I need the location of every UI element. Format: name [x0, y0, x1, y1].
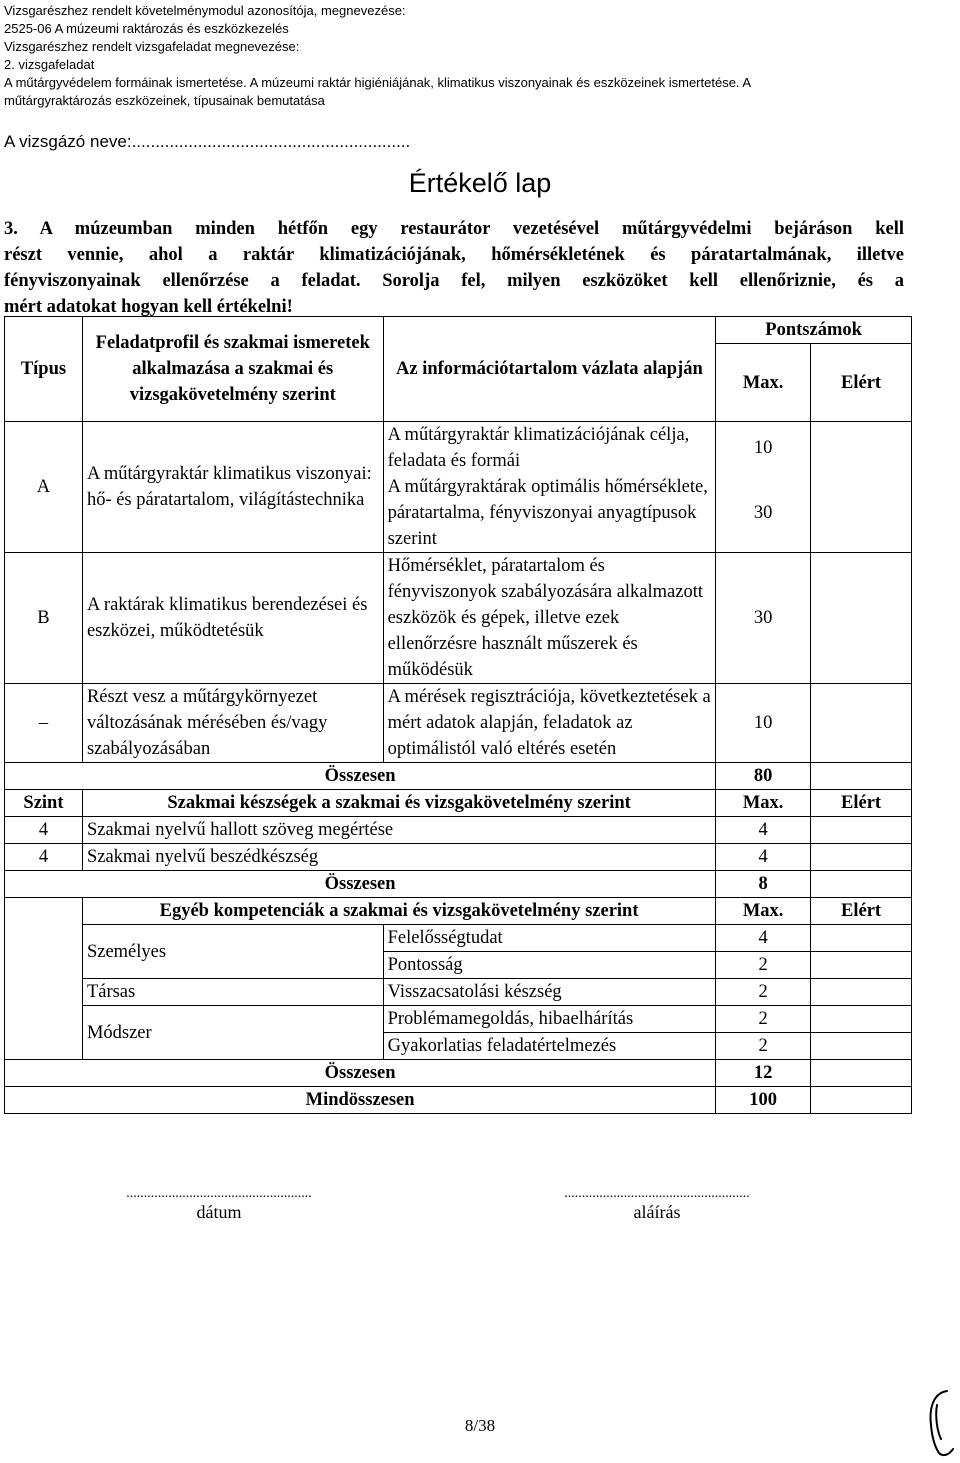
competency-max: 2 [716, 1033, 811, 1060]
skill-label: Szakmai nyelvű hallott szöveg megértése [82, 817, 715, 844]
achieved-cell[interactable] [811, 684, 912, 763]
max-header: Max. [716, 344, 811, 422]
achieved-cell[interactable] [811, 474, 912, 553]
type-header: Típus [5, 317, 83, 422]
skills-max-header: Max. [716, 790, 811, 817]
competency-max: 2 [716, 979, 811, 1006]
achieved-header: Elért [811, 344, 912, 422]
page-title: Értékelő lap [408, 168, 552, 198]
type-cell: – [5, 684, 83, 763]
header-line-4: 2. vizsgafeladat [4, 57, 95, 72]
type-cell: B [5, 553, 83, 684]
competencies-header: Egyéb kompetenciák a szakmai és vizsgakövetelmény szerint [82, 898, 715, 925]
competency-achieved-cell[interactable] [811, 925, 912, 952]
skills-header: Szakmai készségek a szakmai és vizsgakövetelmény szerint [82, 790, 715, 817]
competency-label: Felelősségtudat [383, 925, 716, 952]
level-cell: 4 [5, 817, 83, 844]
outline-cell: A mérések regisztrációja, következtetések a mért adatok alapján, feladatok az optimálistól való eltérés esetén [383, 684, 716, 763]
competency-row [5, 925, 912, 952]
signature-dots[interactable]: ..................................................... [564, 1186, 750, 1201]
achieved-cell[interactable] [811, 422, 912, 475]
points-header: Pontszámok [716, 317, 912, 344]
competency-max: 2 [716, 952, 811, 979]
document-header [4, 2, 954, 110]
competency-max: 4 [716, 925, 811, 952]
signature-block [524, 1186, 790, 1223]
outline-cell: A műtárgyraktárak optimális hőmérséklete, páratartalma, fényviszonyai anyagtípusok szerint [383, 474, 716, 553]
type-cell: A [5, 422, 83, 553]
competency-label: Problémamegoldás, hibaelhárítás [383, 1006, 716, 1033]
grand-total-label: Mindösszesen [5, 1087, 716, 1114]
competency-row [5, 1006, 912, 1033]
total-row [5, 871, 912, 898]
max-cell: 30 [716, 553, 811, 684]
empty-cell [5, 925, 83, 1060]
total-value: 8 [716, 871, 811, 898]
skills-header-row [5, 790, 912, 817]
skills-achieved-header: Elért [811, 790, 912, 817]
competency-achieved-cell[interactable] [811, 952, 912, 979]
task-description [4, 216, 904, 320]
competency-label: Pontosság [383, 952, 716, 979]
skill-achieved-cell[interactable] [811, 844, 912, 871]
date-dots[interactable]: ..................................................... [126, 1186, 312, 1201]
total-label: Összesen [5, 871, 716, 898]
max-cell: 10 [716, 684, 811, 763]
competencies-achieved-header: Elért [811, 898, 912, 925]
total-achieved-cell[interactable] [811, 871, 912, 898]
table-row [5, 684, 912, 763]
skills-row [5, 844, 912, 871]
grand-total-achieved-cell[interactable] [811, 1087, 912, 1114]
competency-label: Visszacsatolási készség [383, 979, 716, 1006]
total-row [5, 763, 912, 790]
skill-label: Szakmai nyelvű beszédkészség [82, 844, 715, 871]
total-label: Összesen [5, 763, 716, 790]
table-row [5, 422, 912, 475]
max-cell: 10 [716, 422, 811, 475]
task-line-1: 3. A múzeumban minden hétfőn egy restaurátor vezetésével műtárgyvédelmi bejáráson kell [4, 219, 904, 239]
table-header-row [5, 317, 912, 344]
empty-cell [5, 898, 83, 925]
header-line-2: 2525-06 A múzeumi raktározás és eszközkezelés [4, 21, 289, 36]
header-line-1: Vizsgarészhez rendelt követelménymodul azonosítója, megnevezése: [4, 3, 406, 18]
competencies-max-header: Max. [716, 898, 811, 925]
date-signature-block [86, 1186, 352, 1223]
competency-achieved-cell[interactable] [811, 979, 912, 1006]
total-achieved-cell[interactable] [811, 1060, 912, 1087]
competency-category: Módszer [82, 1006, 383, 1060]
level-cell: 4 [5, 844, 83, 871]
evaluation-table [4, 316, 912, 1114]
profile-header: Feladatprofil és szakmai ismeretek alkalmazása a szakmai és vizsgakövetelmény szerint [82, 317, 383, 422]
header-line-5: A műtárgyvédelem formáinak ismertetése. A múzeumi raktár higiéniájának, klimatikus viszonyainak és eszközeinek ismertetése. A műtárgyraktározás eszközeinek, típusainak bemutatása [4, 75, 751, 108]
competency-achieved-cell[interactable] [811, 1006, 912, 1033]
date-label: dátum [196, 1202, 242, 1222]
level-header: Szint [5, 790, 83, 817]
table-row [5, 553, 912, 684]
handwritten-initial-mark [925, 1385, 957, 1459]
total-achieved-cell[interactable] [811, 763, 912, 790]
grand-total-row [5, 1087, 912, 1114]
competencies-header-row [5, 898, 912, 925]
candidate-name-field: A vizsgázó neve:........................................................... [4, 132, 411, 151]
skill-max: 4 [716, 844, 811, 871]
total-label: Összesen [5, 1060, 716, 1087]
grand-total-value: 100 [716, 1087, 811, 1114]
header-line-3: Vizsgarészhez rendelt vizsgafeladat megnevezése: [4, 39, 300, 54]
competency-category: Társas [82, 979, 383, 1006]
skills-row [5, 817, 912, 844]
skill-max: 4 [716, 817, 811, 844]
profile-cell: Részt vesz a műtárgykörnyezet változásának mérésében és/vagy szabályozásában [82, 684, 383, 763]
competency-achieved-cell[interactable] [811, 1033, 912, 1060]
total-value: 12 [716, 1060, 811, 1087]
outline-header: Az információtartalom vázlata alapján [383, 317, 716, 422]
competency-label: Gyakorlatias feladatértelmezés [383, 1033, 716, 1060]
task-line-3: fényviszonyainak ellenőrzése a feladat. Sorolja fel, milyen eszközöket kell ellenőriznie, és a [4, 271, 904, 291]
total-row [5, 1060, 912, 1087]
signature-label: aláírás [633, 1202, 681, 1222]
skill-achieved-cell[interactable] [811, 817, 912, 844]
outline-cell: Hőmérséklet, páratartalom és fényviszonyok szabályozására alkalmazott eszközök és gépek, illetve ezek ellenőrzésre használt műszerek és működésük [383, 553, 716, 684]
page-number: 8/38 [464, 1416, 496, 1435]
outline-cell: A műtárgyraktár klimatizációjának célja, feladata és formái [383, 422, 716, 475]
total-value: 80 [716, 763, 811, 790]
achieved-cell[interactable] [811, 553, 912, 684]
profile-cell: A raktárak klimatikus berendezései és eszközei, működtetésük [82, 553, 383, 684]
competency-row [5, 979, 912, 1006]
task-line-4: mért adatokat hogyan kell értékelni! [4, 297, 293, 317]
task-line-2: részt vennie, ahol a raktár klimatizációjának, hőmérsékletének és páratartalmának, illetve [4, 245, 904, 265]
profile-cell: A műtárgyraktár klimatikus viszonyai: hő- és páratartalom, világítástechnika [82, 422, 383, 553]
competency-max: 2 [716, 1006, 811, 1033]
competency-category: Személyes [82, 925, 383, 979]
max-cell: 30 [716, 474, 811, 553]
